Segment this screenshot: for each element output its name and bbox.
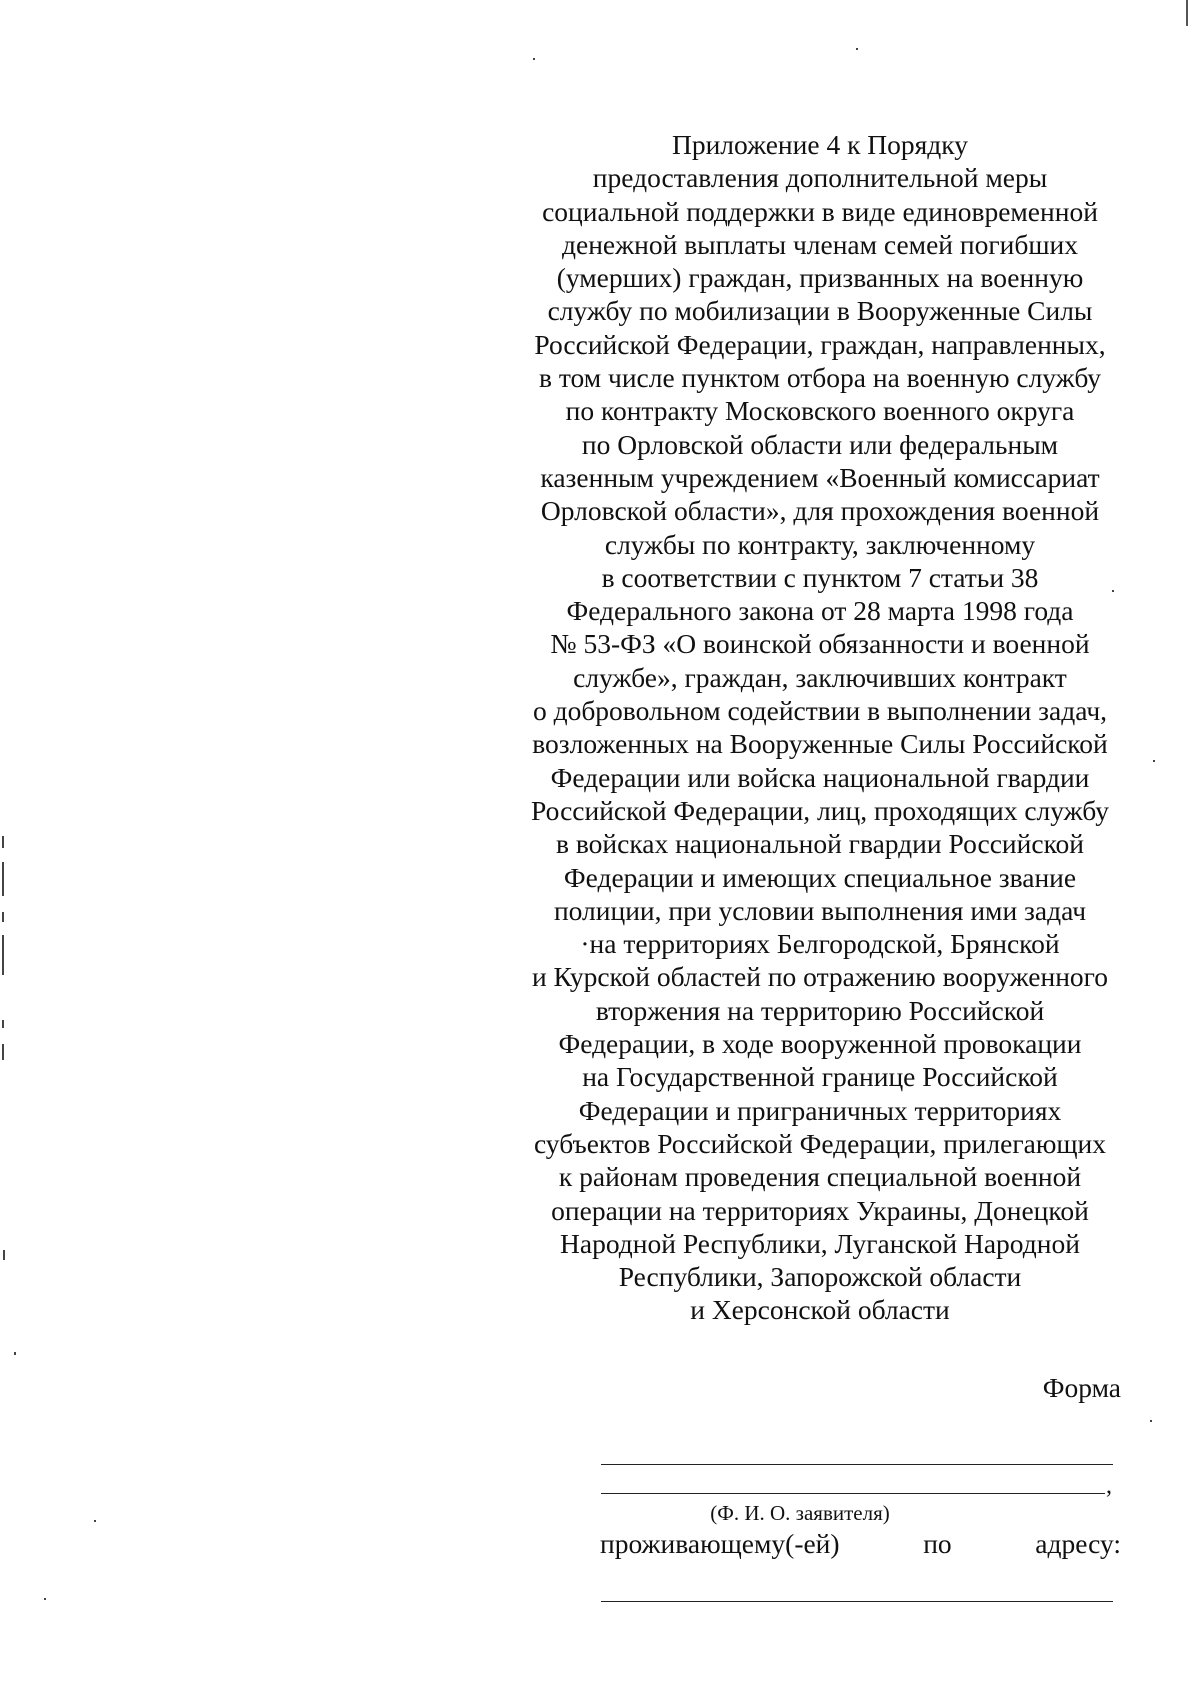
scan-mark — [2, 935, 4, 975]
appendix-line: на Государственной границе Российской — [582, 1061, 1058, 1093]
appendix-line: Приложение 4 к Порядку — [671, 129, 969, 160]
appendix-line: в соответствии с пунктом 7 статьи 38 — [601, 561, 1039, 593]
appendix-line: Федерального закона от 28 марта 1998 года — [566, 595, 1074, 627]
scan-speck — [44, 1598, 46, 1600]
scan-edge-mark — [1186, 0, 1188, 26]
appendix-line: возложенных на Вооруженные Силы Российской — [532, 728, 1108, 760]
applicant-name-caption: (Ф. И. О. заявителя) — [710, 1501, 890, 1525]
appendix-line: субъектов Российской Федерации, прилегающих — [533, 1127, 1107, 1159]
appendix-line: по контракту Московского военного округа — [565, 395, 1075, 427]
scan-mark — [2, 1020, 4, 1028]
appendix-line: Федерации и имеющих специальное звание — [563, 861, 1077, 893]
appendix-line: и Курской областей по отражению вооруженного — [531, 961, 1109, 993]
appendix-line: предоставления дополнительной меры — [592, 162, 1048, 194]
scan-mark — [2, 1044, 4, 1060]
appendix-line: и Херсонской области — [690, 1294, 950, 1326]
appendix-line: казенным учреждением «Военный комиссариат — [540, 461, 1100, 493]
appendix-line: операции на территориях Украины, Донецкой — [551, 1194, 1089, 1226]
scan-speck — [1153, 760, 1155, 762]
appendix-line: в войсках национальной гвардии Российской — [555, 828, 1085, 860]
appendix-line: денежной выплаты членам семей погибших — [562, 228, 1078, 260]
appendix-line: службы по контракту, заключенному — [604, 528, 1036, 560]
scan-mark — [2, 912, 4, 922]
appendix-line: Российской Федерации, лиц, проходящих службу — [531, 794, 1109, 826]
applicant-name-comma: , — [1106, 1473, 1112, 1499]
residing-label: проживающему(-ей) — [600, 1528, 840, 1559]
appendix-line: полиции, при условии выполнения ими задач — [553, 894, 1087, 926]
scan-speck — [533, 58, 535, 60]
appendix-line: Народной Республики, Луганской Народной — [560, 1227, 1080, 1259]
appendix-line: Федерации или войска национальной гвардии — [550, 761, 1090, 793]
appendix-line: Республики, Запорожской области — [618, 1261, 1022, 1293]
scan-speck — [1150, 1420, 1152, 1422]
appendix-line: Российской Федерации, граждан, направленных, — [534, 328, 1106, 360]
scan-mark — [3, 1250, 5, 1260]
appendix-line: № 53-ФЗ «О воинской обязанности и военной — [550, 628, 1090, 660]
by-label: по — [923, 1528, 952, 1559]
applicant-name-line-1 — [601, 1464, 1113, 1465]
form-label: Форма — [1042, 1372, 1121, 1403]
appendix-line: о добровольном содействии в выполнении задач, — [532, 695, 1108, 727]
appendix-line: Орловской области», для прохождения военной — [540, 495, 1100, 527]
appendix-line: вторжения на территорию Российской — [595, 994, 1045, 1026]
scan-mark — [2, 836, 4, 848]
scan-mark — [2, 862, 4, 896]
scan-speck — [856, 48, 858, 50]
appendix-line: социальной поддержки в виде единовременной — [542, 195, 1098, 227]
scan-speck — [14, 1352, 16, 1355]
appendix-line: службу по мобилизации в Вооруженные Силы — [547, 295, 1093, 327]
address-label: адресу: — [1035, 1528, 1121, 1559]
appendix-line: (умерших) граждан, призванных на военную — [556, 262, 1084, 294]
appendix-line: в том числе пунктом отбора на военную службу — [538, 362, 1102, 394]
scan-speck — [1112, 590, 1114, 592]
appendix-line: по Орловской области или федеральным — [581, 428, 1059, 460]
appendix-line: Федерации, в ходе вооруженной провокации — [558, 1028, 1082, 1060]
address-line — [601, 1601, 1113, 1602]
scan-speck — [94, 1520, 96, 1522]
appendix-line: к районам проведения специальной военной — [558, 1161, 1082, 1193]
applicant-name-line-2 — [601, 1493, 1105, 1494]
address-row — [600, 1527, 1121, 1561]
appendix-line: ·на территориях Белгородской, Брянской — [580, 928, 1060, 960]
appendix-line: службе», граждан, заключивших контракт — [573, 661, 1067, 693]
appendix-line: Федерации и приграничных территориях — [578, 1094, 1062, 1126]
appendix-header — [510, 128, 1130, 1327]
